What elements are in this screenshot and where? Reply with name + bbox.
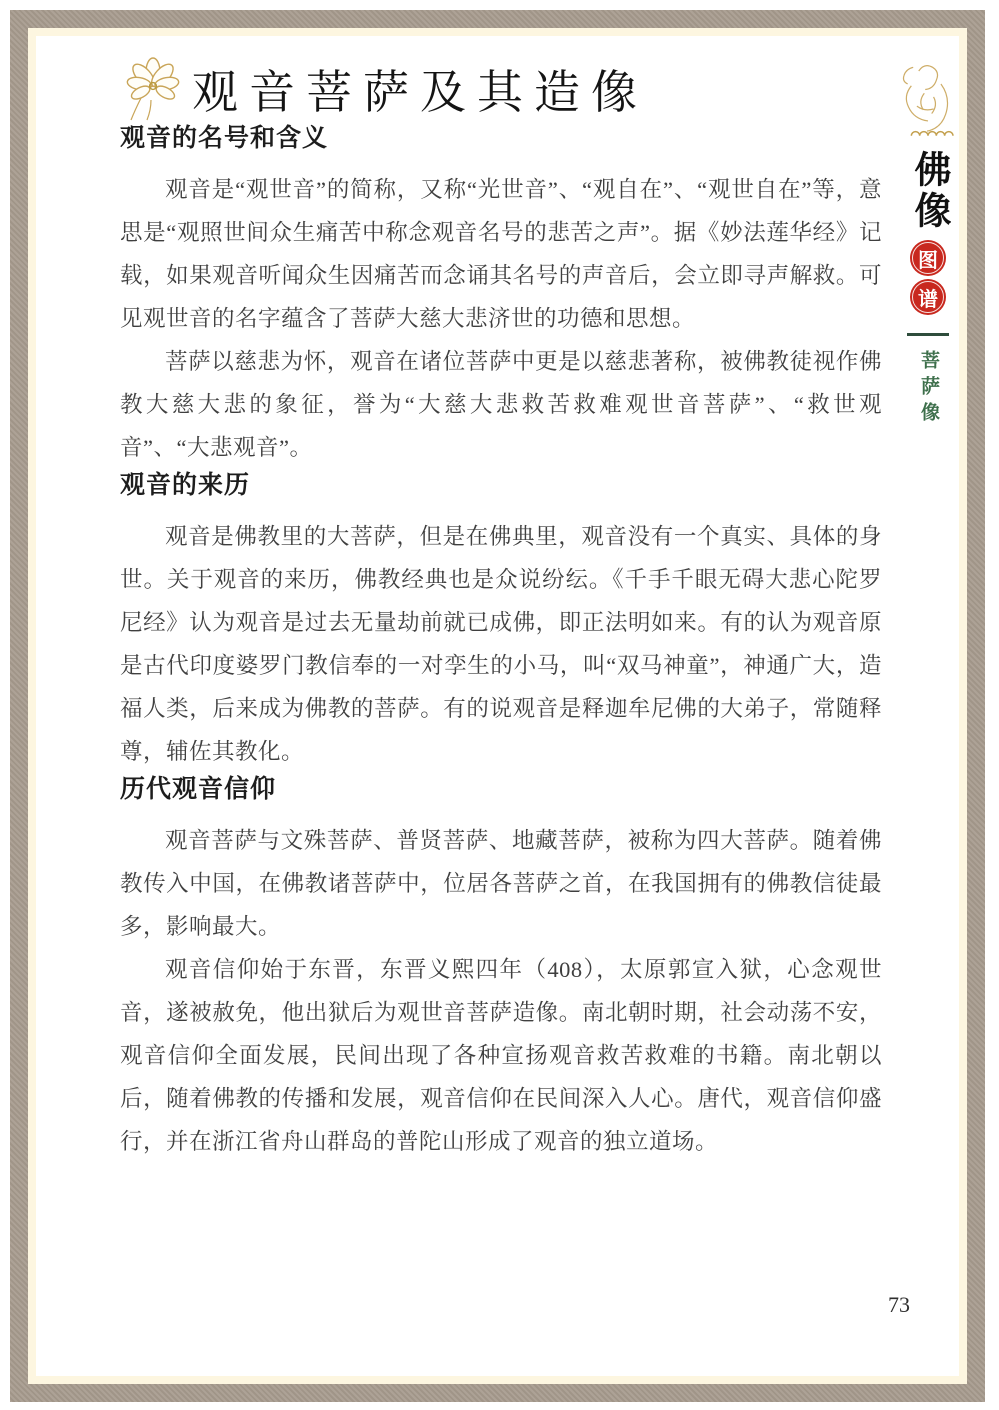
seal-stack [886, 240, 970, 315]
series-banner [886, 56, 970, 428]
chapter-title-row [120, 56, 882, 122]
section-heading-origin: 观音的来历 [120, 471, 251, 499]
paragraph: 观音是佛教里的大菩萨，但是在佛典里，观音没有一个真实、具体的身世。关于观音的来历，佛教经典也是众说纷纭。《千手千眼无碍大悲心陀罗尼经》认为观音是过去无量劫前就已成佛，即正法明如来。有的认为观音原是古代印度婆罗门教信奉的一对孪生的小马，叫“双马神童”，神通广大，造福人类，后来成为佛教的菩萨。有的说观音是释迦牟尼佛的大弟子，常随释尊，辅佐其教化。 [120, 524, 882, 764]
red-seal-pu [910, 279, 946, 315]
lotus-flower-icon [120, 54, 186, 124]
page-number: 73 [888, 1292, 910, 1317]
buddha-line-art-icon [891, 56, 965, 148]
series-title-vertical: 佛像 [908, 150, 949, 232]
seal-character: 谱 [912, 281, 944, 313]
banner-divider [907, 333, 949, 336]
seal-character: 图 [912, 242, 944, 274]
red-seal-tu [910, 240, 946, 276]
section-heading-names: 观音的名号和含义 [120, 124, 329, 152]
paragraph: 观音是“观世音”的简称，又称“光世音”、“观自在”、“观世自在”等，意思是“观照世间众生痛苦中称念观音名号的悲苦之声”。据《妙法莲华经》记载，如果观音听闻众生因痛苦而念诵其名号的声音后，会立即寻声解救。可见观世音的名字蕴含了菩萨大慈大悲济世的功德和思想。 [120, 177, 882, 331]
section-heading-history: 历代观音信仰 [120, 775, 277, 803]
chapter-title: 观音菩萨及其造像 [192, 67, 648, 118]
paragraph: 菩萨以慈悲为怀，观音在诸位菩萨中更是以慈悲著称，被佛教徒视作佛教大慈大悲的象征，誉为“大慈大悲救苦救难观世音菩萨”、“救世观音”、“大悲观音”。 [120, 349, 882, 460]
paragraph: 观音信仰始于东晋，东晋义熙四年（408），太原郭宣入狱，心念观世音，遂被赦免，他出狱后为观世音菩萨造像。南北朝时期，社会动荡不安，观音信仰全面发展，民间出现了各种宣扬观音救苦救难的书籍。南北朝以后，随着佛教的传播和发展，观音信仰在民间深入人心。唐代，观音信仰盛行，并在浙江省舟山群岛的普陀山形成了观音的独立道场。 [120, 957, 882, 1154]
series-volume-label: 菩萨像 [918, 350, 939, 428]
paragraph: 观音菩萨与文殊菩萨、普贤菩萨、地藏菩萨，被称为四大菩萨。随着佛教传入中国，在佛教诸菩萨中，位居各菩萨之首，在我国拥有的佛教信徒最多，影响最大。 [120, 828, 882, 939]
main-text-column [120, 0, 882, 1163]
